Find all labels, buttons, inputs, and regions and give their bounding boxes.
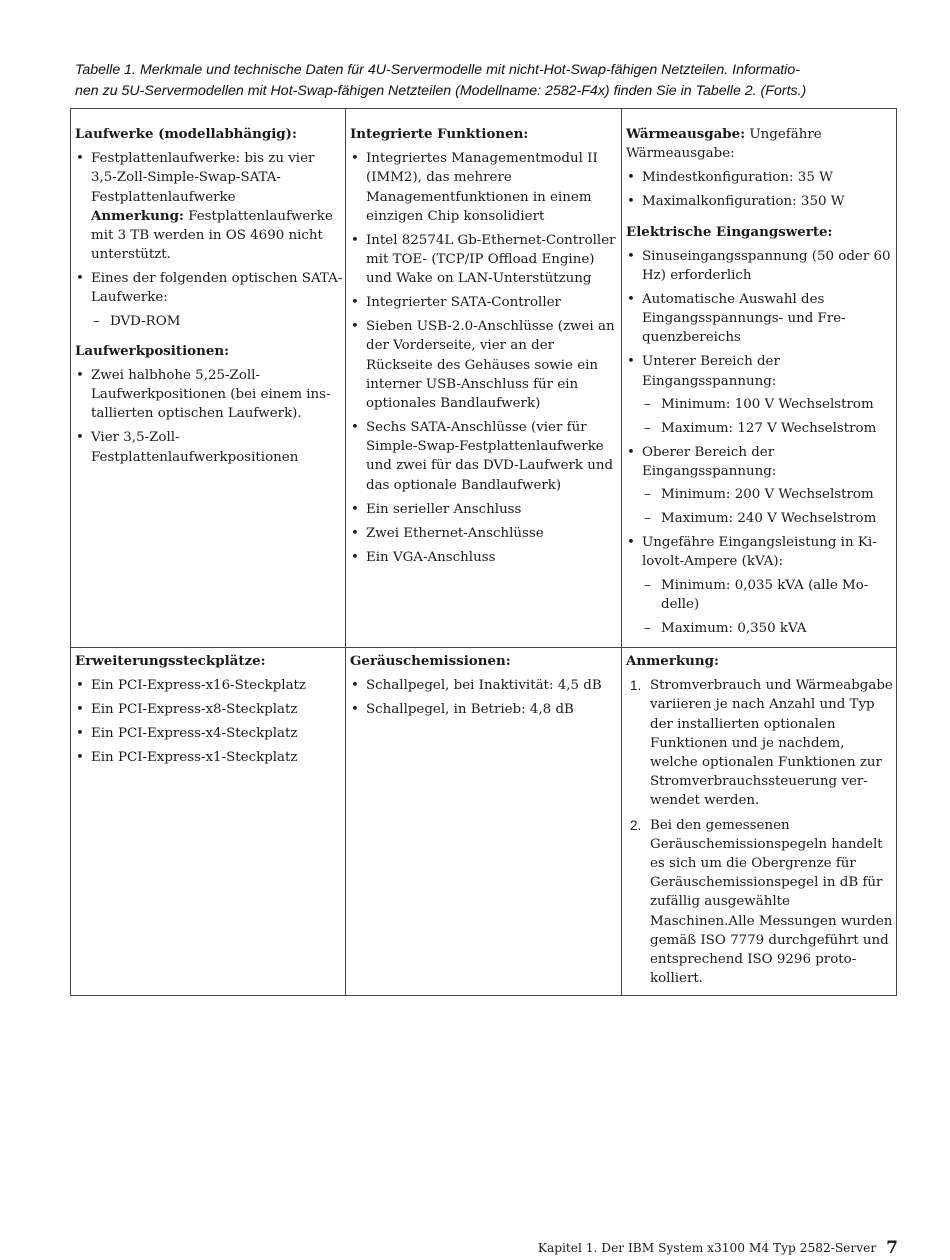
input-power-text: Ungefähre Eingangsleistung in Kilovolt-Ampere (kVA): [642, 535, 877, 570]
page-footer [500, 1237, 898, 1257]
caption-line-1: Tabelle 1. Merkmale und technische Daten für 4U-Servermodelle mit nicht-Hot-Swap-fähigen Netzteilen. Informatio- [75, 62, 800, 78]
list-item: • Ein serieller Anschluss [350, 500, 619, 519]
table-row [71, 109, 897, 648]
list-item: • Ein VGA-Anschluss [350, 548, 619, 567]
acoustic-heading: Geräuschemissionen: [350, 653, 511, 669]
page-number: 7 [886, 1238, 898, 1258]
notes-list [626, 676, 894, 988]
list-item: – Minimum: 100 V Wechselstrom [642, 395, 894, 414]
drives-cell [71, 109, 346, 648]
list-item: • Integriertes Managementmodul II (IMM2), das mehrere Managementfunktionen in einem einzigen Chip konsolidiert [350, 149, 619, 226]
integrated-functions-cell [346, 109, 622, 648]
note-number: 2. [630, 817, 642, 833]
list-item: • Automatische Auswahl des Eingangsspannungs- und Frequenzbereichs [626, 290, 894, 348]
table-caption [75, 60, 905, 102]
list-item [626, 533, 894, 638]
list-item: – Maximum: 0,350 kVA [642, 619, 894, 638]
list-item: • Zwei halbhohe 5,25-Zoll-Laufwerkpositionen (bei einem installierten optischen Laufwerk). [75, 366, 343, 424]
integrated-heading: Integrierte Funktionen: [350, 126, 529, 142]
upper-range-text: Oberer Bereich der Eingangsspannung: [642, 444, 777, 480]
hdd-note-label: Anmerkung: [91, 207, 184, 224]
list-item: • Schallpegel, bei Inaktivität: 4,5 dB [350, 676, 619, 695]
electrical-list [626, 247, 894, 638]
table-row [71, 648, 897, 996]
notes-heading: Anmerkung: [626, 653, 719, 669]
drives-heading: Laufwerke (modellabhängig): [75, 126, 297, 142]
list-item [626, 443, 894, 529]
list-item: • Mindestkonfiguration: 35 W [626, 168, 894, 187]
note-text: Stromverbrauch und Wärmeabgabe variieren je nach Anzahl und Typ der installierten optionalen Funktionen und je nachdem, welche optionalen Funktionen zur Stromverbrauchssteuerung verwendet werden. [650, 678, 893, 809]
list-item: • Ein PCI-Express-x4-Steckplatz [75, 724, 343, 743]
heat-electrical-cell [622, 109, 897, 648]
list-item: – Minimum: 200 V Wechselstrom [642, 485, 894, 504]
list-item: • Vier 3,5-Zoll-Festplattenlaufwerkpositionen [75, 428, 343, 466]
lower-range-text: Unterer Bereich der Eingangsspannung: [642, 354, 780, 389]
list-item: • Ein PCI-Express-x1-Steckplatz [75, 748, 343, 767]
list-item: • Maximalkonfiguration: 350 W [626, 192, 894, 211]
list-item: • Sinuseingangsspannung (50 oder 60 Hz) erforderlich [626, 247, 894, 285]
list-item: – DVD-ROM [91, 312, 343, 331]
bays-list [75, 366, 343, 467]
list-item [75, 269, 343, 331]
list-item [626, 352, 894, 438]
list-item: • Zwei Ethernet-Anschlüsse [350, 524, 619, 543]
note-text: Bei den gemessenen Geräuschemissionspegeln handelt es sich um die Obergrenze für Geräuschemissionspegel in dB für zufällig ausgewählte Maschinen.Alle Messungen wurden gemäß ISO 7779 durchgeführt und entsprechend ISO 9296 protokolliert. [650, 817, 893, 987]
heat-paragraph [626, 125, 894, 163]
expansion-slots-cell [71, 648, 346, 996]
list-item: • Schallpegel, in Betrieb: 4,8 dB [350, 700, 619, 719]
list-item: – Maximum: 127 V Wechselstrom [642, 419, 894, 438]
list-item [626, 816, 894, 989]
lower-range-sublist [642, 395, 894, 438]
hdd-note-text: Festplattenlaufwerke mit 3 TB werden in OS 4690 nicht unterstützt. [91, 208, 333, 263]
list-item: • Intel 82574L Gb-Ethernet-Controller mit TOE- (TCP/IP Offload Engine) und Wake on LAN-Unterstützung [350, 231, 619, 289]
list-item: – Minimum: 0,035 kVA (alle Modelle) [642, 576, 894, 614]
notes-cell [622, 648, 897, 996]
list-item [75, 149, 343, 264]
hdd-text: Festplattenlaufwerke: bis zu vier 3,5-Zoll-Simple-Swap-SATA-Festplattenlaufwerke [91, 151, 315, 205]
note-number: 1. [630, 678, 642, 694]
list-item: • Ein PCI-Express-x16-Steckplatz [75, 676, 343, 695]
expansion-heading: Erweiterungssteckplätze: [75, 653, 266, 669]
electrical-heading: Elektrische Eingangswerte: [626, 223, 833, 240]
caption-line-2: nen zu 5U-Servermodellen mit Hot-Swap-fähigen Netzteilen (Modellname: 2582-F4x) finden Sie in Tabelle 2. (Forts.) [75, 83, 807, 99]
integrated-list [350, 149, 619, 567]
acoustic-cell [346, 648, 622, 996]
chapter-title: Kapitel 1. Der IBM System x3100 M4 Typ 2582-Server [537, 1241, 877, 1255]
heat-intro: Ungefähre Wärmeausgabe: [626, 127, 822, 162]
list-item: – Maximum: 240 V Wechselstrom [642, 509, 894, 528]
list-item [626, 676, 894, 810]
list-item: • Sieben USB-2.0-Anschlüsse (zwei an der Vorderseite, vier an der Rückseite des Gehäuses sowie ein interner USB-Anschluss für ein optionales Bandlaufwerk) [350, 317, 619, 413]
optical-text: Eines der folgenden optischen SATA-Laufwerke: [91, 271, 343, 306]
upper-range-sublist [642, 485, 894, 528]
spec-table [70, 108, 897, 996]
list-item: • Sechs SATA-Anschlüsse (vier für Simple-Swap-Festplattenlaufwerke und zwei für das DVD-Laufwerk und das optionale Bandlaufwerk) [350, 418, 619, 495]
expansion-list [75, 676, 343, 767]
acoustic-list [350, 676, 619, 719]
list-item: • Ein PCI-Express-x8-Steckplatz [75, 700, 343, 719]
optical-sublist [91, 312, 343, 331]
drives-list [75, 149, 343, 331]
heat-list [626, 168, 894, 211]
list-item: • Integrierter SATA-Controller [350, 293, 619, 312]
input-power-sublist [642, 576, 894, 638]
heat-heading: Wärmeausgabe: [626, 126, 746, 142]
bays-heading: Laufwerkpositionen: [75, 342, 230, 359]
